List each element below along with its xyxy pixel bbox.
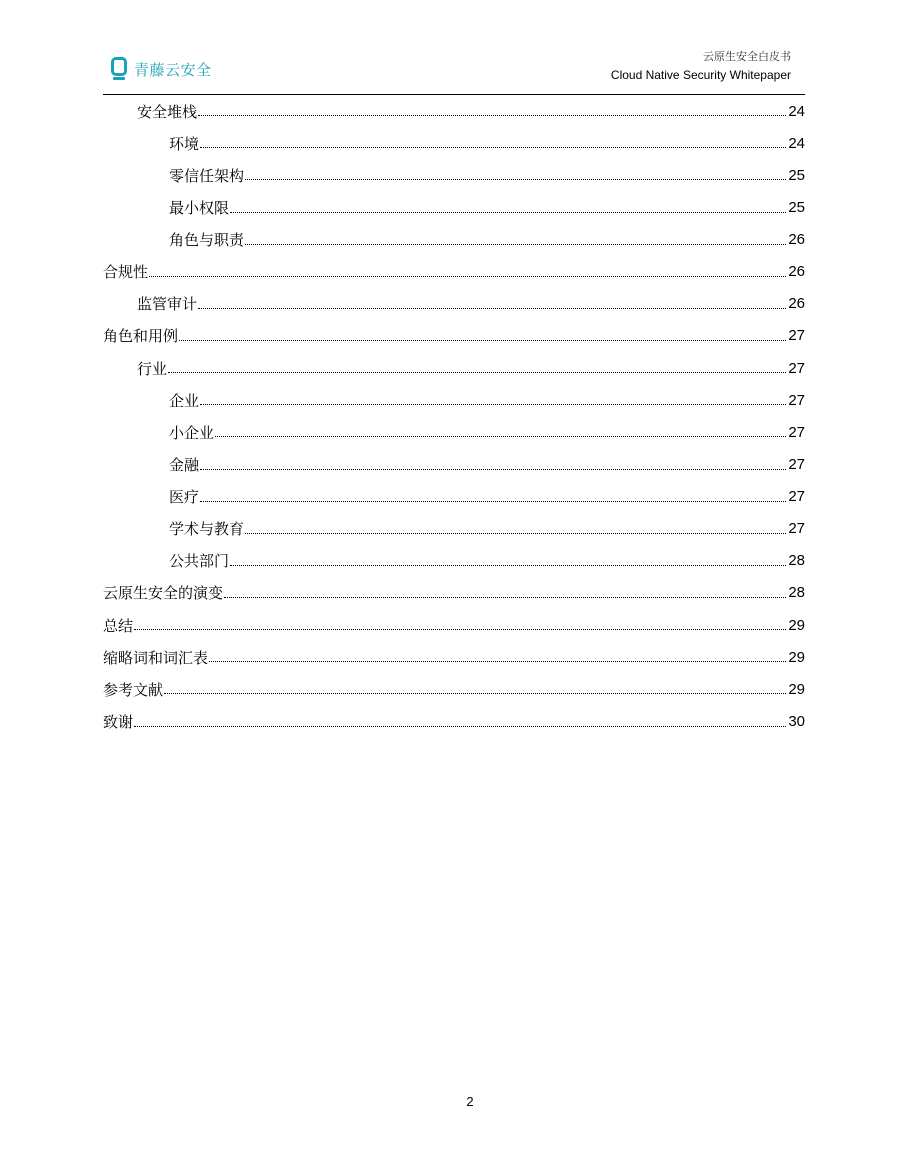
toc-entry-page: 30 [788, 712, 805, 730]
brand-logo [110, 56, 212, 82]
toc-dot-leader [245, 244, 786, 245]
toc-entry-page: 27 [788, 455, 805, 473]
toc-entry-title: 最小权限 [169, 198, 230, 217]
toc-entry-page: 28 [788, 552, 805, 570]
toc-entry[interactable] [103, 705, 805, 737]
toc-entry[interactable] [103, 352, 805, 384]
document-title-cn: 云原生安全白皮书 [703, 50, 791, 63]
toc-entry-page: 27 [788, 391, 805, 409]
document-title-en: Cloud Native Security Whitepaper [610, 68, 791, 82]
toc-dot-leader [134, 629, 786, 630]
toc-entry[interactable] [103, 384, 805, 416]
toc-dot-leader [200, 469, 786, 470]
toc-entry-title: 致谢 [103, 712, 134, 731]
qingteng-logo-icon [110, 57, 128, 81]
toc-dot-leader [230, 565, 786, 566]
toc-entry[interactable] [103, 288, 805, 320]
toc-entry-page: 29 [788, 648, 805, 666]
toc-entry-title: 合规性 [103, 263, 149, 282]
logo-text: 青藤云安全 [134, 60, 212, 79]
toc-entry-title: 零信任架构 [169, 166, 245, 185]
toc-entry[interactable] [103, 609, 805, 641]
toc-entry[interactable] [103, 191, 805, 223]
toc-entry-page: 27 [788, 488, 805, 506]
toc-entry-title: 角色和用例 [103, 327, 179, 346]
toc-entry[interactable] [103, 320, 805, 352]
toc-entry[interactable] [103, 545, 805, 577]
toc-dot-leader [200, 404, 786, 405]
toc-dot-leader [200, 501, 786, 502]
toc-dot-leader [245, 533, 786, 534]
toc-dot-leader [168, 372, 786, 373]
toc-dot-leader [164, 693, 786, 694]
toc-dot-leader [200, 147, 786, 148]
toc-entry-page: 24 [788, 134, 805, 152]
toc-entry[interactable] [103, 127, 805, 159]
toc-entry-page: 27 [788, 359, 805, 377]
logo-mark-base [113, 77, 125, 80]
toc-entry-page: 27 [788, 327, 805, 345]
toc-entry-page: 25 [788, 198, 805, 216]
toc-entry-page: 28 [788, 584, 805, 602]
toc-entry-title: 角色与职责 [169, 231, 245, 250]
toc-entry[interactable] [103, 641, 805, 673]
toc-entry-title: 企业 [169, 391, 200, 410]
toc-entry[interactable] [103, 159, 805, 191]
toc-dot-leader [134, 726, 786, 727]
toc-entry-page: 26 [788, 263, 805, 281]
page-number: 2 [466, 1094, 474, 1109]
toc-entry[interactable] [103, 416, 805, 448]
toc-entry-title: 环境 [169, 134, 200, 153]
toc-entry-page: 27 [788, 520, 805, 538]
logo-mark-body [113, 59, 126, 75]
toc-entry[interactable] [103, 513, 805, 545]
toc-entry-page: 26 [788, 295, 805, 313]
toc-dot-leader [230, 212, 786, 213]
toc-entry-page: 29 [788, 680, 805, 698]
toc-dot-leader [215, 436, 786, 437]
toc-dot-leader [209, 661, 786, 662]
toc-entry[interactable] [103, 448, 805, 480]
toc-entry-page: 29 [788, 616, 805, 634]
toc-entry[interactable] [103, 224, 805, 256]
toc-entry[interactable] [103, 481, 805, 513]
toc-entry-title: 监管审计 [137, 295, 198, 314]
toc-entry-title: 云原生安全的演变 [103, 584, 224, 603]
toc-entry-title: 医疗 [169, 488, 200, 507]
toc-entry[interactable] [103, 95, 805, 127]
toc-entry-page: 27 [788, 423, 805, 441]
page-header [103, 48, 803, 94]
toc-dot-leader [224, 597, 786, 598]
toc-entry-title: 总结 [103, 616, 134, 635]
toc-entry-title: 公共部门 [169, 552, 230, 571]
document-title-block [611, 50, 791, 83]
toc-dot-leader [245, 179, 786, 180]
toc-dot-leader [179, 340, 786, 341]
toc-entry[interactable] [103, 673, 805, 705]
toc-entry-title: 金融 [169, 455, 200, 474]
toc-dot-leader [198, 308, 786, 309]
table-of-contents [103, 95, 805, 738]
toc-entry-page: 25 [788, 166, 805, 184]
toc-dot-leader [149, 276, 786, 277]
toc-entry-title: 参考文献 [103, 680, 164, 699]
toc-entry-title: 学术与教育 [169, 520, 245, 539]
toc-entry-title: 行业 [137, 359, 168, 378]
toc-entry-title: 安全堆栈 [137, 102, 198, 121]
toc-entry-page: 24 [788, 102, 805, 120]
toc-entry[interactable] [103, 256, 805, 288]
toc-entry[interactable] [103, 577, 805, 609]
toc-entry-title: 缩略词和词汇表 [103, 648, 209, 667]
toc-entry-title: 小企业 [169, 423, 215, 442]
toc-entry-page: 26 [788, 231, 805, 249]
toc-dot-leader [198, 115, 786, 116]
